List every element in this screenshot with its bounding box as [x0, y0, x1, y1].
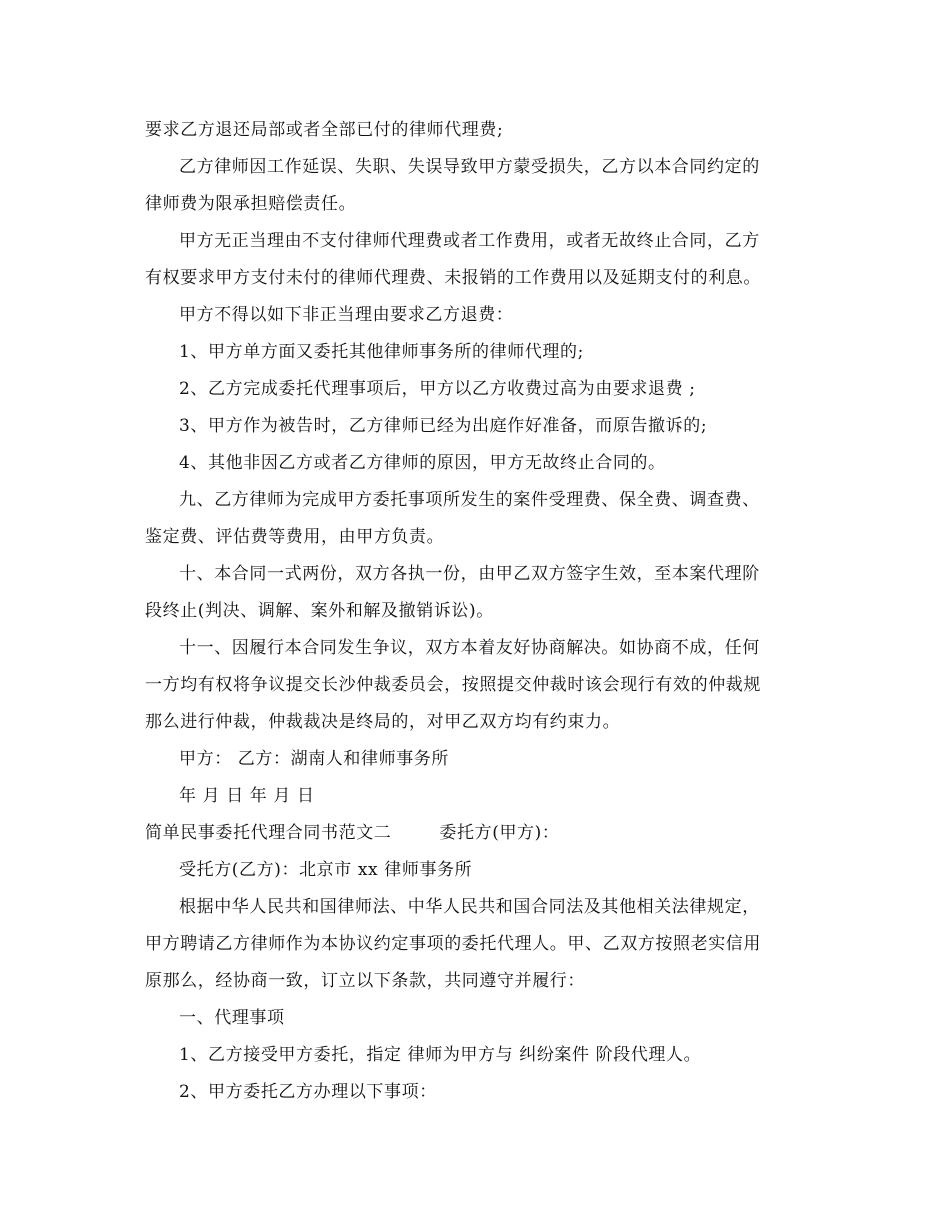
list-item: 3、甲方作为被告时，乙方律师已经为出庭作好准备，而原告撤诉的;	[179, 416, 708, 436]
text-line: 甲方不得以如下非正当理由要求乙方退费：	[179, 305, 514, 325]
clause-heading: 九、乙方律师为完成甲方委托事项所发生的案件受理费、保全费、调查费、	[179, 490, 760, 510]
clause-heading: 一、代理事项	[179, 1008, 285, 1028]
text-line: 鉴定费、评估费等费用，由甲方负责。	[145, 527, 445, 547]
list-item: 2、乙方完成委托代理事项后，甲方以乙方收费过高为由要求退费 ;	[179, 379, 696, 399]
section-title: 简单民事委托代理合同书范文二 委托方(甲方)：	[145, 823, 560, 843]
text-line: 有权要求甲方支付未付的律师代理费、未报销的工作费用以及延期支付的利息。	[145, 268, 761, 288]
text-line: 律师费为限承担赔偿责任。	[145, 194, 357, 214]
signature-line: 甲方： 乙方：湖南人和律师事务所	[179, 749, 450, 769]
text-line: 甲方聘请乙方律师作为本协议约定事项的委托代理人。甲、乙双方按照老实信用	[145, 934, 761, 954]
list-item: 1、甲方单方面又委托其他律师事务所的律师代理的;	[179, 342, 584, 362]
clause-heading: 十一、因履行本合同发生争议，双方本着友好协商解决。如协商不成，任何	[179, 638, 760, 658]
text-line: 那么进行仲裁，仲裁裁决是终局的，对甲乙双方均有约束力。	[145, 712, 621, 732]
text-line: 原那么，经协商一致，订立以下条款，共同遵守并履行：	[145, 971, 585, 991]
text-line: 段终止(判决、调解、案外和解及撤销诉讼)。	[145, 601, 494, 621]
text-line: 甲方无正当理由不支付律师代理费或者工作费用，或者无故终止合同，乙方	[179, 231, 760, 251]
list-item: 4、其他非因乙方或者乙方律师的原因，甲方无故终止合同的。	[179, 453, 666, 473]
text-line: 要求乙方退还局部或者全部已付的律师代理费;	[145, 120, 504, 140]
clause-heading: 十、本合同一式两份，双方各执一份，由甲乙双方签字生效，至本案代理阶	[179, 564, 760, 584]
date-line: 年 月 日 年 月 日	[179, 786, 315, 806]
text-line: 乙方律师因工作延误、失职、失误导致甲方蒙受损失，乙方以本合同约定的	[179, 157, 760, 177]
text-line: 受托方(乙方)：北京市 xx 律师事务所	[179, 860, 473, 880]
text-line: 根据中华人民共和国律师法、中华人民共和国合同法及其他相关法律规定，	[179, 897, 760, 917]
list-item: 2、甲方委托乙方办理以下事项：	[179, 1082, 437, 1102]
list-item: 1、乙方接受甲方委托，指定 律师为甲方与 纠纷案件 阶段代理人。	[179, 1045, 702, 1065]
text-line: 一方均有权将争议提交长沙仲裁委员会，按照提交仲裁时该会现行有效的仲裁规	[145, 675, 761, 695]
